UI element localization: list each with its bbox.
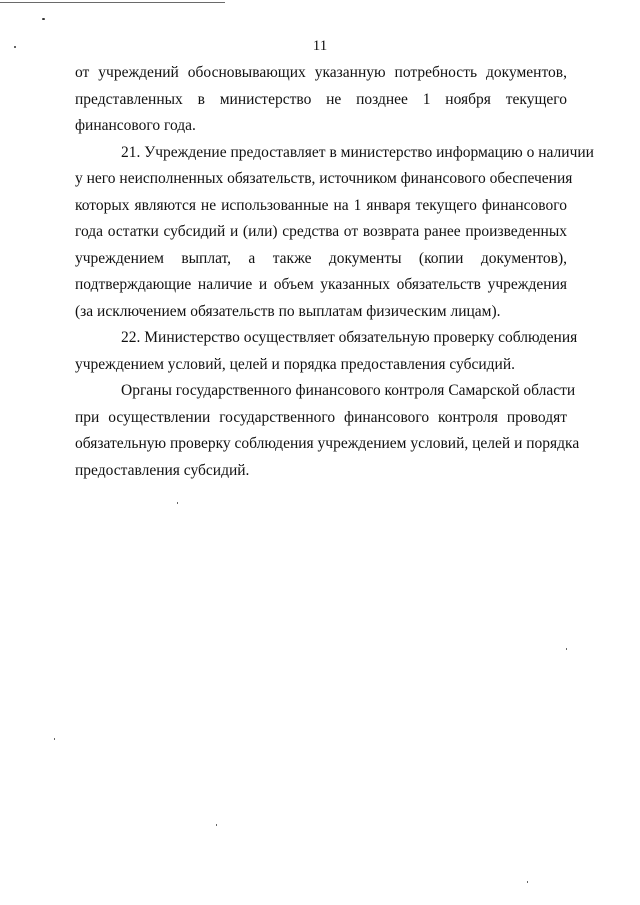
scan-speck <box>54 738 55 740</box>
text-line: представленных в министерство не позднее 1 ноября текущего <box>75 90 567 108</box>
scan-speck <box>177 502 178 504</box>
text-line: 22. Министерство осуществляет обязательную проверку соблюдения <box>121 329 578 346</box>
text-line: 21. Учреждение предоставляет в министерство информацию о наличии <box>121 143 594 161</box>
text-line: обязательную проверку соблюдения учреждением условий, целей и порядка <box>75 435 580 452</box>
text-line: у него неисполненных обязательств, источником финансового обеспечения <box>75 170 573 187</box>
scan-speck <box>216 824 217 826</box>
paragraph-item-21 <box>75 140 594 326</box>
scan-speck <box>566 648 567 650</box>
text-line: от учреждений обосновывающих указанную потребность документов, <box>75 64 567 81</box>
text-line: подтверждающие наличие и объем указанных обязательств учреждения <box>75 276 567 293</box>
scan-speck <box>42 18 45 20</box>
paragraph-control-bodies <box>75 378 580 484</box>
scan-edge-line <box>0 2 225 3</box>
text-line: предоставления субсидий. <box>75 461 250 479</box>
paragraph-item-22 <box>75 325 578 378</box>
text-line: которых являются не использованные на 1 января текущего финансового <box>75 196 567 214</box>
paragraph-continuation <box>75 60 567 140</box>
document-body <box>75 60 594 484</box>
text-line: Органы государственного финансового контроля Самарской области <box>121 382 576 399</box>
text-line: учреждением выплат, а также документы (копии документов), <box>75 249 567 267</box>
text-line: при осуществлении государственного финансового контроля проводят <box>75 408 567 426</box>
scan-speck <box>527 881 528 883</box>
text-line: (за исключением обязательств по выплатам физическим лицам). <box>75 302 501 320</box>
text-line: финансового года. <box>75 117 196 134</box>
text-line: года остатки субсидий и (или) средства от возврата ранее произведенных <box>75 223 567 240</box>
text-line: учреждением условий, целей и порядка предоставления субсидий. <box>75 355 515 373</box>
page-number: 11 <box>312 38 328 54</box>
